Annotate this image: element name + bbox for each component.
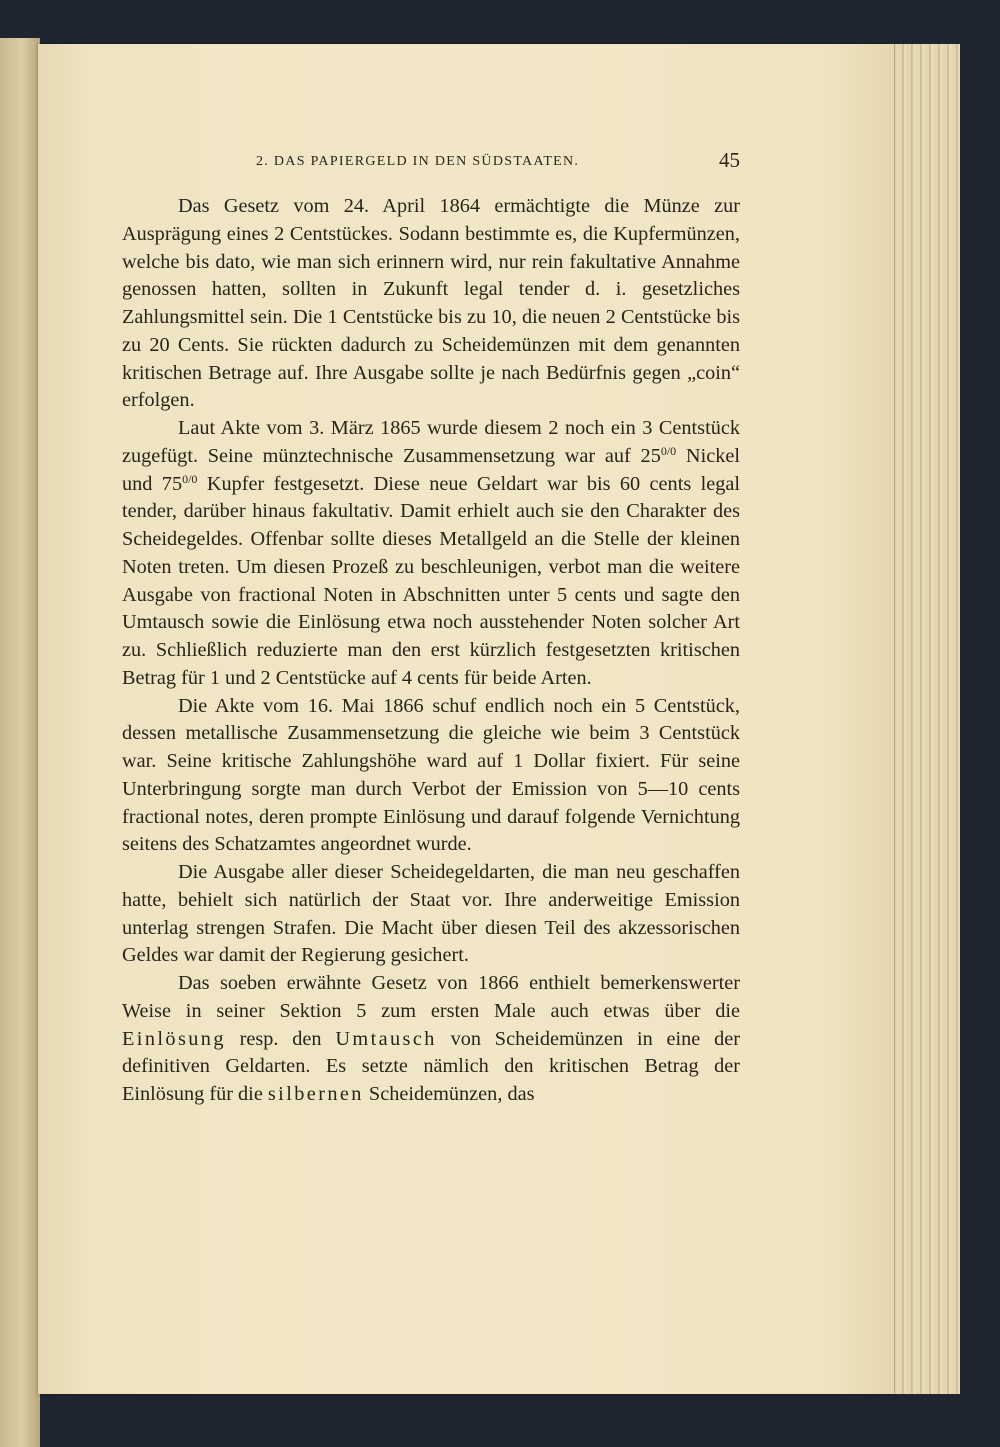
paragraph-2-part-2: Nickel und 75	[122, 444, 740, 495]
paragraph-2-part-1: Laut Akte vom 3. März 1865 wurde diesem 2 noch ein 3 Centstück zugefügt. Seine münztechnische Zusammensetzung war auf 25	[122, 417, 740, 467]
paragraph-5	[122, 970, 740, 1109]
spaced-emphasis: Einlösung	[122, 1027, 226, 1050]
paragraph-5-part-2: resp. den	[225, 1027, 336, 1050]
running-head	[218, 148, 746, 178]
paragraph-5-part-4: Scheidemünzen, das	[363, 1083, 535, 1105]
paragraph-2-part-3: Kupfer festgesetzt. Diese neue Geldart war bis 60 cents legal tender, darüber hinaus fakultativ. Damit erhielt auch sie den Charakter des Scheidegeldes. Offenbar sollte dieses Metallgeld an die Stelle der kleinen Noten treten. Um diesen Prozeß zu beschleunigen, verbot man die weitere Ausgabe von fractional Noten in Abschnitten unter 5 cents und sagte den Umtausch sowie die Einlösung etwa noch ausstehender Noten solcher Art zu. Schließlich reduzierte man den erst kürzlich festgesetzten kritischen Betrag für 1 und 2 Centstücke auf 4 cents für beide Arten.	[122, 472, 741, 689]
paragraph-1: Das Gesetz vom 24. April 1864 ermächtigte die Münze zur Ausprägung eines 2 Centstückes. Sodann bestimmte es, die Kupfermünzen, welche bis dato, wie man sich erinnern wird, nur rein fakultative Annahme genossen hatten, sollten in Zukunft legal tender d. i. gesetzliches Zahlungsmittel sein. Die 1 Centstücke bis zu 10, die neuen 2 Centstücke bis zu 20 Cents. Sie rückten dadurch zu Scheidemünzen mit dem genannten kritischen Betrage auf. Ihre Ausgabe sollte je nach Bedürfnis gegen „coin“ erfolgen.	[122, 195, 740, 412]
paragraph-5-part-3: von Scheidemünzen in eine der definitiven Geldarten. Es setzte nämlich den kritischen Betrag der Einlösung für die	[122, 1027, 740, 1105]
body-text	[122, 193, 740, 1109]
left-page-edge	[0, 38, 40, 1447]
chapter-title: 2. DAS PAPIERGELD IN DEN SÜDSTAATEN.	[256, 154, 580, 169]
paragraph-2	[122, 415, 740, 693]
percent-sign: 0/0	[182, 471, 198, 486]
percent-sign: 0/0	[660, 443, 677, 458]
page-number: 45	[719, 148, 740, 172]
paragraph-3: Die Akte vom 16. Mai 1866 schuf endlich noch ein 5 Centstück, dessen metallische Zusammensetzung die gleiche wie beim 3 Centstück war. Seine kritische Zahlungshöhe ward auf 1 Dollar fixiert. Für seine Unterbringung sorgte man durch Verbot der Emission von 5—10 cents fractional notes, deren prompte Einlösung und darauf folgende Vernichtung seitens des Schatzamtes angeordnet wurde.	[122, 694, 740, 856]
paragraph-5-part-1: Das soeben erwähnte Gesetz von 1866 enthielt bemerkenswerter Weise in seiner Sektion 5 zum ersten Male auch etwas über die	[122, 972, 740, 1022]
spaced-emphasis: Umtausch	[335, 1027, 437, 1050]
spaced-emphasis: silbernen	[267, 1083, 364, 1105]
paragraph-4: Die Ausgabe aller dieser Scheidegeldarten, die man neu geschaffen hatte, behielt sich natürlich der Staat vor. Ihre anderweitige Emission unterlag strengen Strafen. Die Macht über diesen Teil des akzessorischen Geldes war damit der Regierung gesichert.	[122, 861, 740, 967]
